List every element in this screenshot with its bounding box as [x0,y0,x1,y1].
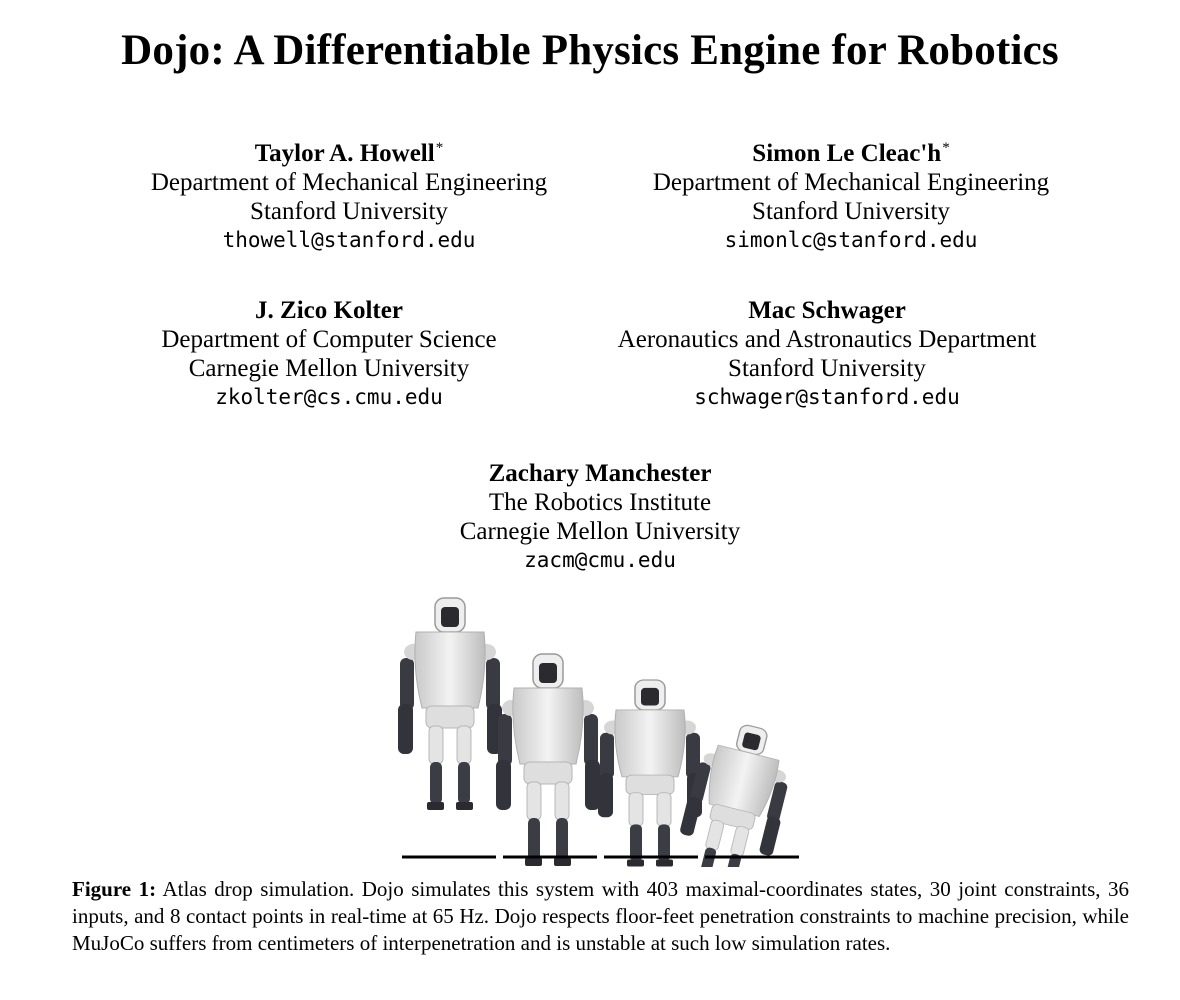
author-block [588,296,1066,412]
author-email[interactable]: schwager@stanford.edu [694,385,960,409]
atlas-drop-figure [395,592,815,867]
author-institution: Carnegie Mellon University [188,355,470,382]
author-name: Zachary Manchester [488,460,712,487]
author-department: Department of Computer Science [161,326,497,353]
atlas-frame-2 [496,654,600,866]
author-email[interactable]: thowell@stanford.edu [222,228,476,252]
author-institution: Stanford University [728,355,926,382]
author-email[interactable]: zacm@cmu.edu [524,548,676,572]
author-block [110,134,588,255]
author-block [90,296,568,412]
author-name: Simon Le Cleac'h* [752,140,950,167]
author-name: Mac Schwager [748,297,906,324]
equal-contribution-mark: * [942,140,950,156]
atlas-robot-sequence [395,592,815,867]
author-email[interactable]: zkolter@cs.cmu.edu [215,385,443,409]
paper-title: Dojo: A Differentiable Physics Engine for Robotics [121,27,1059,74]
author-name: J. Zico Kolter [255,297,403,324]
atlas-frame-1 [398,598,502,810]
figure-caption [72,876,1129,957]
author-block [350,459,850,575]
author-department: Department of Mechanical Engineering [652,169,1050,196]
atlas-frame-3 [598,680,702,867]
author-email[interactable]: simonlc@stanford.edu [724,228,978,252]
author-institution: Stanford University [752,198,950,225]
author-institution: Carnegie Mellon University [459,518,741,545]
author-department: Aeronautics and Astronautics Department [617,326,1037,353]
author-institution: Stanford University [250,198,448,225]
figure-label: Figure 1: [72,877,157,901]
equal-contribution-mark: * [435,140,444,156]
author-name: Taylor A. Howell* [254,140,444,167]
figure-caption-text: Atlas drop simulation. Dojo simulates this system with 403 maximal-coordinates states, 30 joint constraints, 36 inputs, and 8 contact points in real-time at 65 Hz. Dojo respects floor-feet penetration constraints to machine precision, while MuJoCo suffers from centimeters of interpenetration and is unstable at such low simulation rates. [72,877,1130,955]
author-department: Department of Mechanical Engineering [150,169,548,196]
author-department: The Robotics Institute [488,489,712,516]
author-block [612,134,1090,255]
